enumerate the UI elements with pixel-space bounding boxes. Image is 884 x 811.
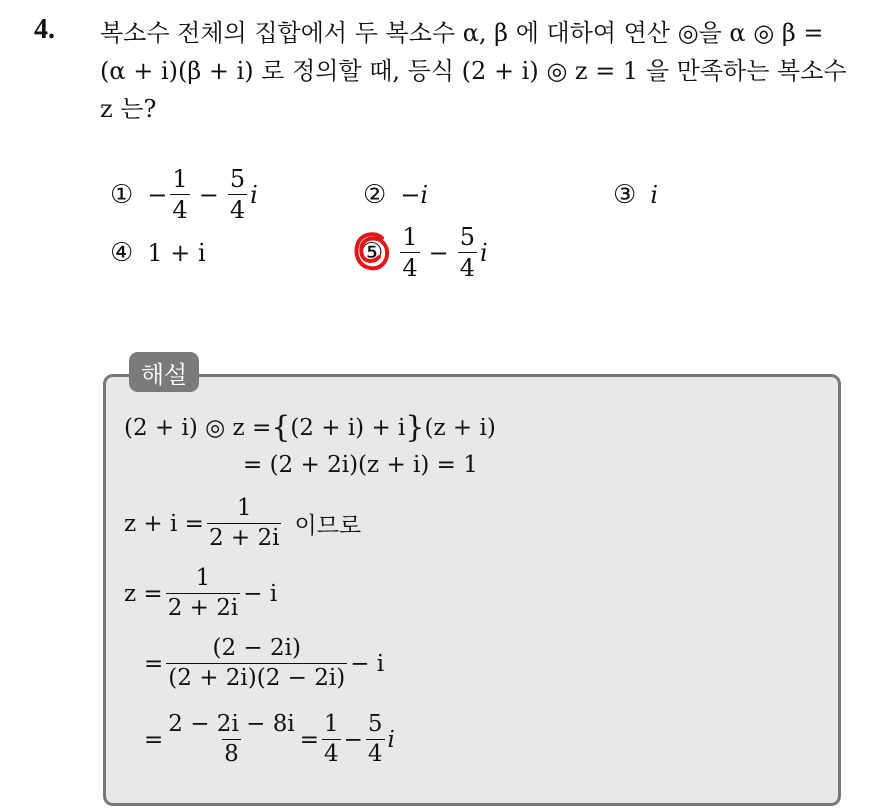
solution-line-6-imag-unit: i <box>387 726 395 753</box>
solution-line-6-eq: = <box>144 726 164 753</box>
fraction-denominator: 2 + 2i <box>167 595 239 622</box>
fraction-denominator: 4 <box>229 196 246 225</box>
choice-1-operator: − <box>198 180 219 209</box>
solution-line-5-rhs: − i <box>350 650 385 677</box>
solution-line-1-rhs: (z + i) <box>424 414 496 441</box>
choice-5-fraction-2 <box>458 224 477 282</box>
choice-5-operator: − <box>428 238 449 267</box>
choice-5-number <box>360 238 383 268</box>
solution-line-6-eq2: = <box>299 726 319 753</box>
solution-line-4-fraction <box>166 566 241 622</box>
question-line-2: (α + i)(β + i) 로 정의할 때, 등식 (2 + i) ◎ z = 1 을 만족하는 복소수 <box>100 57 847 85</box>
choice-2-number: ② <box>363 180 387 210</box>
fraction-denominator: (2 + 2i)(2 − 2i) <box>168 665 346 692</box>
choice-2[interactable] <box>363 180 428 210</box>
solution-line-3 <box>124 496 361 552</box>
solution-line-6 <box>144 712 395 768</box>
left-brace: { <box>271 410 291 445</box>
fraction-numerator: 1 <box>323 711 339 737</box>
solution-line-6-fraction-3 <box>366 712 385 768</box>
solution-badge: 해설 <box>129 352 199 392</box>
fraction-numerator: 5 <box>459 223 475 251</box>
choice-3-value: i <box>650 181 658 209</box>
solution-line-1 <box>124 410 496 445</box>
choice-5-imag-unit: i <box>479 238 488 267</box>
solution-line-6-fraction-2 <box>322 712 341 768</box>
fraction-numerator: 1 <box>236 495 252 521</box>
choice-1-sign: − <box>147 180 168 209</box>
choice-3[interactable] <box>613 180 658 210</box>
fraction-numerator: 5 <box>367 711 383 737</box>
choice-1[interactable] <box>110 166 258 224</box>
choice-1-fraction-2 <box>228 166 247 224</box>
fraction-numerator: 5 <box>229 165 246 193</box>
answer-circle-mark-icon <box>352 230 392 274</box>
fraction-numerator: 2 − 2i − 8i <box>168 711 295 737</box>
solution-line-3-fraction <box>207 496 282 552</box>
question-line-3: z 는? <box>100 95 157 123</box>
fraction-denominator: 4 <box>323 741 339 768</box>
fraction-denominator: 2 + 2i <box>208 525 280 552</box>
choice-4-number: ④ <box>110 238 134 268</box>
fraction-denominator: 8 <box>224 741 239 768</box>
solution-line-4-lhs: z = <box>124 580 163 607</box>
fraction-denominator: 4 <box>402 254 418 283</box>
solution-line-6-operator: − <box>343 726 363 753</box>
choice-3-number: ③ <box>613 180 637 210</box>
fraction-numerator: 1 <box>195 565 211 591</box>
question-line-1: 복소수 전체의 집합에서 두 복소수 α, β 에 대하여 연산 ◎을 α ◎ β = <box>100 19 824 47</box>
solution-line-5-eq: = <box>144 650 164 677</box>
choice-4[interactable] <box>110 238 206 268</box>
choice-1-fraction-1 <box>170 166 189 224</box>
question-text <box>100 14 862 128</box>
fraction-denominator: 4 <box>172 196 188 225</box>
solution-line-3-lhs: z + i = <box>124 510 204 537</box>
fraction-denominator: 4 <box>459 254 475 283</box>
choice-5-fraction-1 <box>400 224 419 282</box>
fraction-numerator: (2 − 2i) <box>212 635 301 661</box>
solution-line-3-suffix: 이므로 <box>294 513 362 540</box>
solution-line-1-lhs: (2 + i) ◎ z = <box>124 414 272 441</box>
choice-5[interactable] <box>360 224 488 282</box>
solution-line-4-rhs: − i <box>243 580 278 607</box>
choice-5-number-label: ⑤ <box>360 237 384 268</box>
fraction-denominator: 4 <box>367 741 383 768</box>
choice-1-imag-unit: i <box>250 180 258 209</box>
solution-line-5-fraction <box>166 636 347 692</box>
choice-1-number: ① <box>110 179 134 210</box>
solution-line-2: = (2 + 2i)(z + i) = 1 <box>243 452 478 478</box>
solution-line-5 <box>144 636 384 692</box>
solution-line-4 <box>124 566 277 622</box>
question-number: 4. <box>34 14 55 45</box>
fraction-numerator: 1 <box>402 223 418 251</box>
solution-line-6-fraction-1 <box>166 712 296 768</box>
choice-2-value: −i <box>400 181 429 209</box>
choice-4-value: 1 + i <box>147 239 206 267</box>
right-brace: } <box>405 410 425 445</box>
solution-line-1-inner: (2 + i) + i <box>290 414 406 441</box>
fraction-numerator: 1 <box>172 165 188 193</box>
